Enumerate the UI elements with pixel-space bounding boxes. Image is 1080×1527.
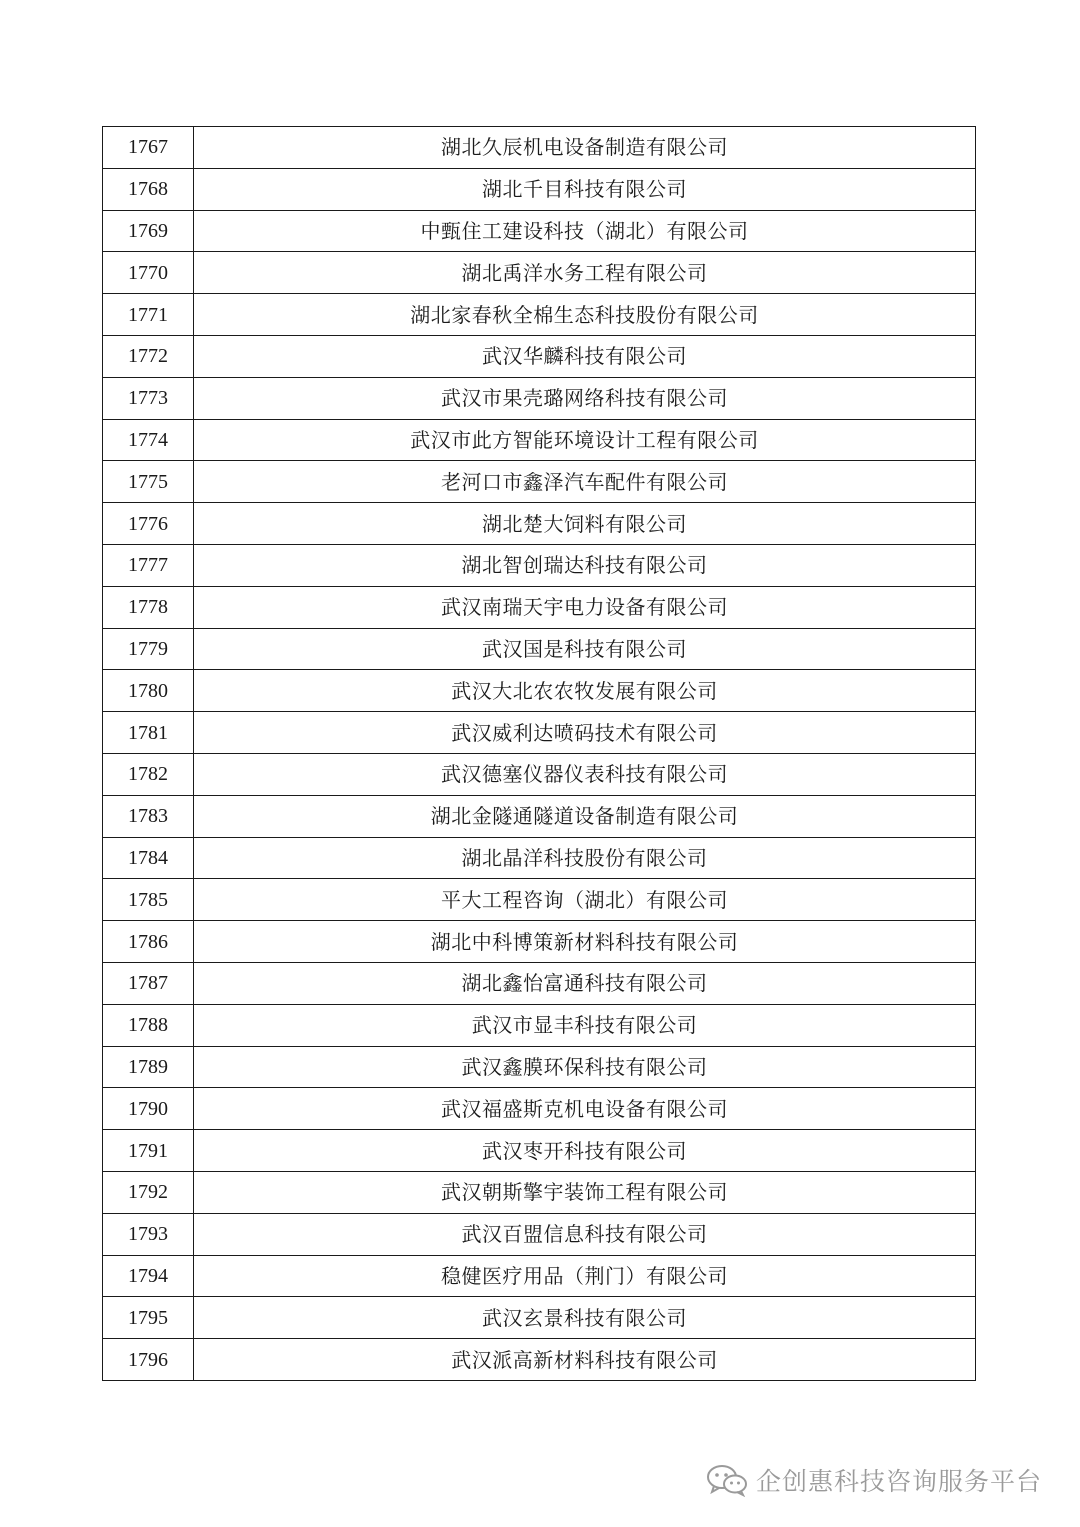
- row-number: 1792: [103, 1171, 194, 1213]
- row-number: 1770: [103, 252, 194, 294]
- table-body: [103, 127, 976, 1381]
- table-row: [103, 670, 976, 712]
- row-number: 1780: [103, 670, 194, 712]
- table-row: [103, 335, 976, 377]
- row-number: 1767: [103, 127, 194, 169]
- table-row: [103, 837, 976, 879]
- row-number: 1788: [103, 1004, 194, 1046]
- company-name: 武汉德塞仪器仪表科技有限公司: [194, 753, 976, 795]
- watermark-text: 企创惠科技咨询服务平台: [755, 1467, 1042, 1496]
- row-number: 1768: [103, 168, 194, 210]
- row-number: 1786: [103, 921, 194, 963]
- company-name: 武汉南瑞天宇电力设备有限公司: [194, 586, 976, 628]
- row-number: 1774: [103, 419, 194, 461]
- row-number: 1769: [103, 210, 194, 252]
- table-row: [103, 210, 976, 252]
- table-row: [103, 1088, 976, 1130]
- row-number: 1777: [103, 544, 194, 586]
- table-row: [103, 586, 976, 628]
- table-row: [103, 628, 976, 670]
- company-name: 湖北中科博策新材料科技有限公司: [194, 921, 976, 963]
- table-row: [103, 962, 976, 1004]
- company-name: 湖北楚大饲料有限公司: [194, 503, 976, 545]
- row-number: 1795: [103, 1297, 194, 1339]
- company-name: 中甄住工建设科技（湖北）有限公司: [194, 210, 976, 252]
- row-number: 1771: [103, 294, 194, 336]
- company-name: 武汉福盛斯克机电设备有限公司: [194, 1088, 976, 1130]
- table-row: [103, 1339, 976, 1381]
- row-number: 1781: [103, 712, 194, 754]
- company-name: 武汉大北农农牧发展有限公司: [194, 670, 976, 712]
- company-name: 稳健医疗用品（荆门）有限公司: [194, 1255, 976, 1297]
- table-row: [103, 1297, 976, 1339]
- row-number: 1791: [103, 1130, 194, 1172]
- company-name: 平大工程咨询（湖北）有限公司: [194, 879, 976, 921]
- company-name: 湖北禹洋水务工程有限公司: [194, 252, 976, 294]
- company-name: 湖北千目科技有限公司: [194, 168, 976, 210]
- company-name: 武汉市显丰科技有限公司: [194, 1004, 976, 1046]
- company-list-table: [102, 126, 976, 1381]
- watermark: [706, 1460, 1042, 1500]
- table-row: [103, 712, 976, 754]
- row-number: 1773: [103, 377, 194, 419]
- row-number: 1787: [103, 962, 194, 1004]
- company-name: 武汉鑫膜环保科技有限公司: [194, 1046, 976, 1088]
- table-row: [103, 294, 976, 336]
- company-name: 武汉派高新材料科技有限公司: [194, 1339, 976, 1381]
- company-name: 武汉市此方智能环境设计工程有限公司: [194, 419, 976, 461]
- company-name: 武汉玄景科技有限公司: [194, 1297, 976, 1339]
- table-row: [103, 921, 976, 963]
- company-name: 湖北金隧通隧道设备制造有限公司: [194, 795, 976, 837]
- row-number: 1790: [103, 1088, 194, 1130]
- row-number: 1793: [103, 1213, 194, 1255]
- table-row: [103, 127, 976, 169]
- company-name: 湖北家春秋全棉生态科技股份有限公司: [194, 294, 976, 336]
- wechat-icon: [706, 1463, 748, 1497]
- company-name: 武汉威利达喷码技术有限公司: [194, 712, 976, 754]
- row-number: 1794: [103, 1255, 194, 1297]
- row-number: 1784: [103, 837, 194, 879]
- row-number: 1779: [103, 628, 194, 670]
- row-number: 1778: [103, 586, 194, 628]
- table-row: [103, 168, 976, 210]
- row-number: 1782: [103, 753, 194, 795]
- row-number: 1783: [103, 795, 194, 837]
- company-name: 武汉国是科技有限公司: [194, 628, 976, 670]
- table-row: [103, 795, 976, 837]
- table-row: [103, 1171, 976, 1213]
- row-number: 1789: [103, 1046, 194, 1088]
- table-row: [103, 1130, 976, 1172]
- row-number: 1796: [103, 1339, 194, 1381]
- table-row: [103, 753, 976, 795]
- table-row: [103, 1046, 976, 1088]
- table-row: [103, 544, 976, 586]
- table-row: [103, 252, 976, 294]
- company-name: 武汉百盟信息科技有限公司: [194, 1213, 976, 1255]
- table-row: [103, 419, 976, 461]
- table-row: [103, 1004, 976, 1046]
- company-name: 湖北智创瑞达科技有限公司: [194, 544, 976, 586]
- table-row: [103, 879, 976, 921]
- row-number: 1785: [103, 879, 194, 921]
- company-name: 武汉枣开科技有限公司: [194, 1130, 976, 1172]
- table-row: [103, 1255, 976, 1297]
- table-row: [103, 461, 976, 503]
- row-number: 1772: [103, 335, 194, 377]
- row-number: 1776: [103, 503, 194, 545]
- company-name: 湖北久辰机电设备制造有限公司: [194, 127, 976, 169]
- company-name: 武汉朝斯擎宇装饰工程有限公司: [194, 1171, 976, 1213]
- table-row: [103, 503, 976, 545]
- row-number: 1775: [103, 461, 194, 503]
- table-row: [103, 1213, 976, 1255]
- company-name: 老河口市鑫泽汽车配件有限公司: [194, 461, 976, 503]
- company-name: 湖北鑫怡富通科技有限公司: [194, 962, 976, 1004]
- company-name: 武汉华麟科技有限公司: [194, 335, 976, 377]
- table-row: [103, 377, 976, 419]
- company-name: 武汉市果壳璐网络科技有限公司: [194, 377, 976, 419]
- company-name: 湖北晶洋科技股份有限公司: [194, 837, 976, 879]
